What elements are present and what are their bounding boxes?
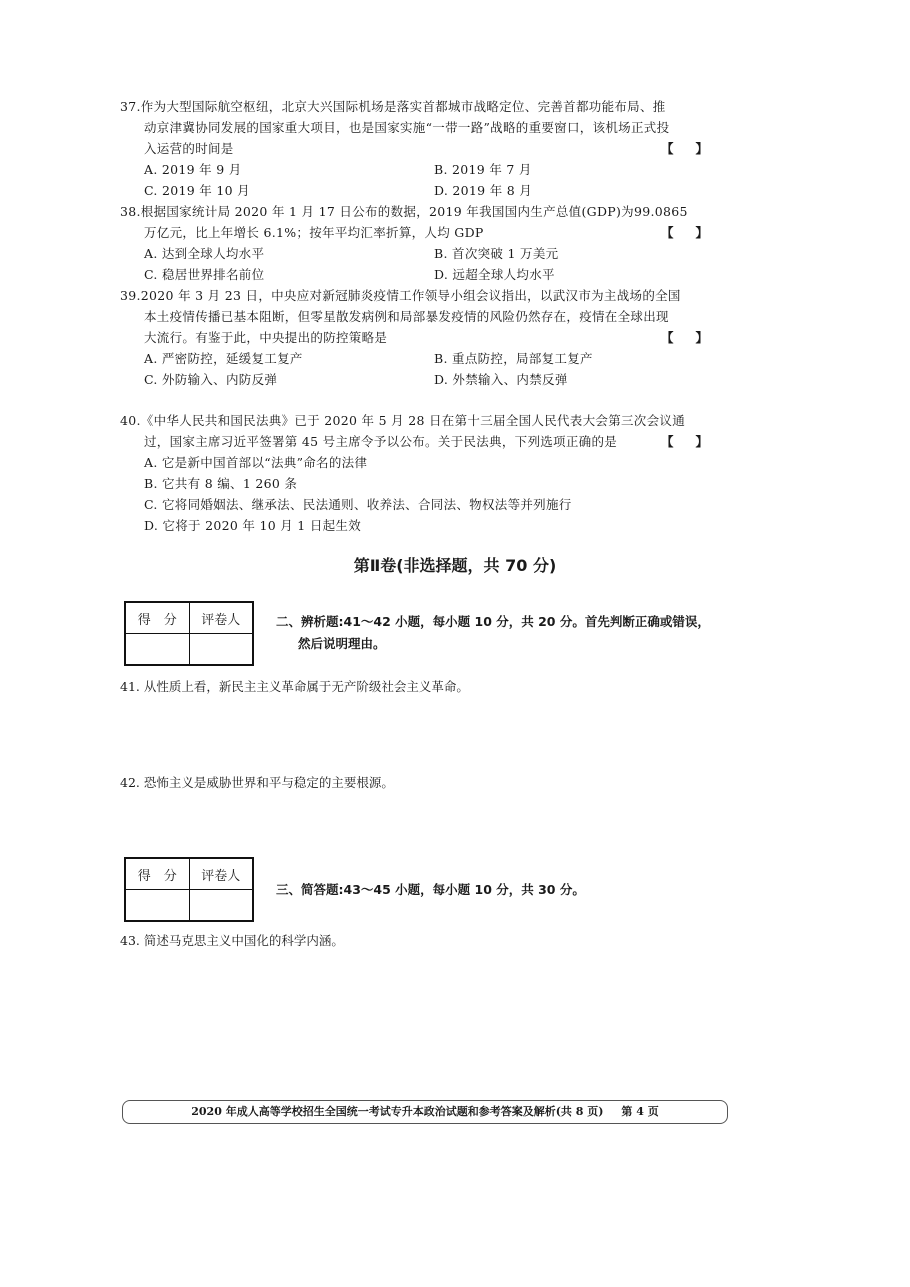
option-a[interactable]: A. 它是新中国首部以“法典”命名的法律 [144,455,368,470]
question-43: 43. 简述马克思主义中国化的科学内涵。 [120,933,344,948]
score-label: 得 分 [125,602,189,634]
grader-label: 评卷人 [189,858,253,890]
grader-cell[interactable] [189,634,253,666]
option-d[interactable]: D. 它将于 2020 年 10 月 1 日起生效 [144,518,362,533]
grader-cell[interactable] [189,890,253,922]
score-table [124,857,254,922]
option-a[interactable]: A. 严密防控，延缓复工复产 [144,351,303,366]
option-b[interactable]: B. 2019 年 7 月 [434,162,532,177]
question-number: 37. [120,99,141,114]
page-number: 第 4 页 [621,1105,659,1118]
option-c[interactable]: C. 稳居世界排名前位 [144,267,265,282]
question-stem: 作为大型国际航空枢纽，北京大兴国际机场是落实首都城市战略定位、完善首都功能布局、推 [140,99,666,114]
answer-bracket[interactable]: 【】 [660,225,730,240]
question-stem: 入运营的时间是 [144,141,234,156]
options [120,243,730,285]
score-table [124,601,254,666]
answer-bracket[interactable]: 【】 [660,434,730,449]
grader-label: 评卷人 [189,602,253,634]
option-d[interactable]: D. 远超全球人均水平 [434,267,555,282]
part-2-title: 第Ⅱ卷(非选择题，共 70 分) [353,556,557,575]
options [120,452,730,536]
score-cell[interactable] [125,634,189,666]
question-40 [120,410,730,536]
option-c[interactable]: C. 它将同婚姻法、继承法、民法通则、收养法、合同法、物权法等并列施行 [144,497,572,512]
option-d[interactable]: D. 外禁输入、内禁反弹 [434,372,568,387]
option-d[interactable]: D. 2019 年 8 月 [434,183,533,198]
option-c[interactable]: C. 2019 年 10 月 [144,183,250,198]
footer-title: 2020 年成人高等学校招生全国统一考试专升本政治试题和参考答案及解析(共 8 页) [191,1105,604,1118]
question-stem: 《中华人民共和国民法典》已于 2020 年 5 月 28 日在第十三届全国人民代表大会第三次会议通 [140,413,685,428]
question-41: 41. 从性质上看，新民主主义革命属于无产阶级社会主义革命。 [120,679,469,694]
question-stem: 2020 年 3 月 23 日，中央应对新冠肺炎疫情工作领导小组会议指出，以武汉市为主战场的全国 [140,288,681,303]
question-stem: 本土疫情传播已基本阻断，但零星散发病例和局部暴发疫情的风险仍然存在，疫情在全球出现 [144,309,669,324]
question-42: 42. 恐怖主义是威胁世界和平与稳定的主要根源。 [120,775,394,790]
option-b[interactable]: B. 它共有 8 编、1 260 条 [144,476,298,491]
question-number: 38. [120,204,141,219]
question-stem: 万亿元，比上年增长 6.1%；按年平均汇率折算，人均 GDP [144,225,484,240]
answer-bracket[interactable]: 【】 [660,141,730,156]
question-stem: 根据国家统计局 2020 年 1 月 17 日公布的数据，2019 年我国国内生产总值(GDP)为99.0865 [140,204,688,219]
question-stem: 过，国家主席习近平签署第 45 号主席令予以公布。关于民法典，下列选项正确的是 [144,434,618,449]
page-footer [122,1100,728,1124]
option-b[interactable]: B. 首次突破 1 万美元 [434,246,559,261]
question-number: 39. [120,288,141,303]
question-39 [120,285,730,390]
option-b[interactable]: B. 重点防控，局部复工复产 [434,351,593,366]
score-label: 得 分 [125,858,189,890]
score-cell[interactable] [125,890,189,922]
section-2-heading: 二、辨析题:41～42 小题，每小题 10 分，共 20 分。首先判断正确或错误， 然后说明理由。 [276,614,710,651]
question-stem: 大流行。有鉴于此，中央提出的防控策略是 [144,330,388,345]
question-37 [120,96,730,201]
options [120,159,730,201]
answer-bracket[interactable]: 【】 [660,330,730,345]
option-c[interactable]: C. 外防输入、内防反弹 [144,372,278,387]
section-3-heading: 三、简答题:43～45 小题，每小题 10 分，共 30 分。 [276,882,585,897]
option-a[interactable]: A. 2019 年 9 月 [144,162,242,177]
question-stem: 动京津冀协同发展的国家重大项目，也是国家实施“一带一路”战略的重要窗口，该机场正式投 [144,120,670,135]
question-38 [120,201,730,285]
options [120,348,730,390]
option-a[interactable]: A. 达到全球人均水平 [144,246,265,261]
question-number: 40. [120,413,141,428]
